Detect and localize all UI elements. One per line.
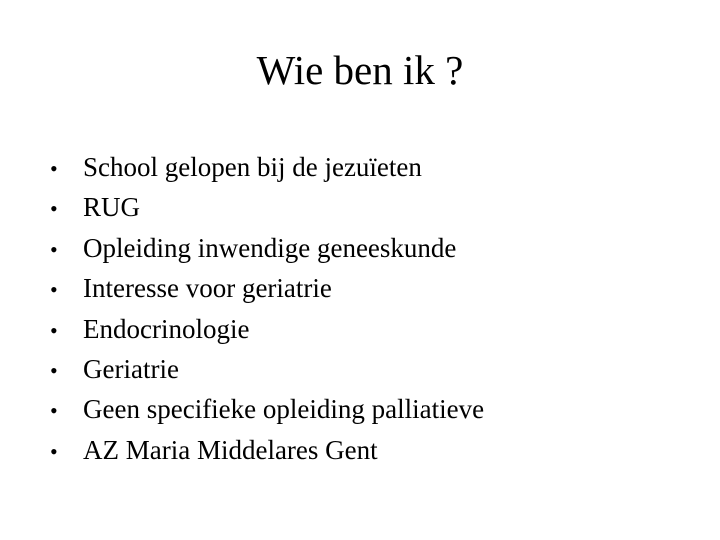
slide-title: Wie ben ik ?: [256, 47, 464, 93]
list-item: [50, 309, 690, 349]
list-item: [50, 187, 690, 227]
bullet-icon: •: [50, 317, 58, 343]
list-item: [50, 228, 690, 268]
list-item: [50, 430, 690, 470]
bullet-icon: •: [50, 398, 58, 424]
list-item-text: Geen specifieke opleiding palliatieve: [83, 394, 485, 425]
bullet-icon: •: [50, 196, 58, 222]
list-item-text: School gelopen bij de jezuïeten: [83, 152, 422, 182]
list-item-text: Endocrinologie: [83, 313, 250, 344]
list-item: [50, 349, 690, 389]
bullet-icon: •: [50, 236, 58, 262]
bullet-icon: •: [50, 438, 58, 464]
bullet-icon: •: [50, 357, 58, 383]
bullet-list: [50, 147, 690, 470]
bullet-icon: •: [50, 277, 58, 303]
list-item-text: Interesse voor geriatrie: [83, 273, 332, 304]
list-item: [50, 389, 690, 429]
list-item: [50, 147, 690, 187]
list-item-text: Geriatrie: [83, 353, 179, 384]
bullet-icon: •: [50, 156, 58, 181]
list-item: [50, 268, 690, 308]
list-item-text: AZ Maria Middelares Gent: [83, 434, 378, 465]
list-item-text: RUG: [83, 192, 141, 223]
list-item-text: Opleiding inwendige geneeskunde: [83, 232, 457, 263]
